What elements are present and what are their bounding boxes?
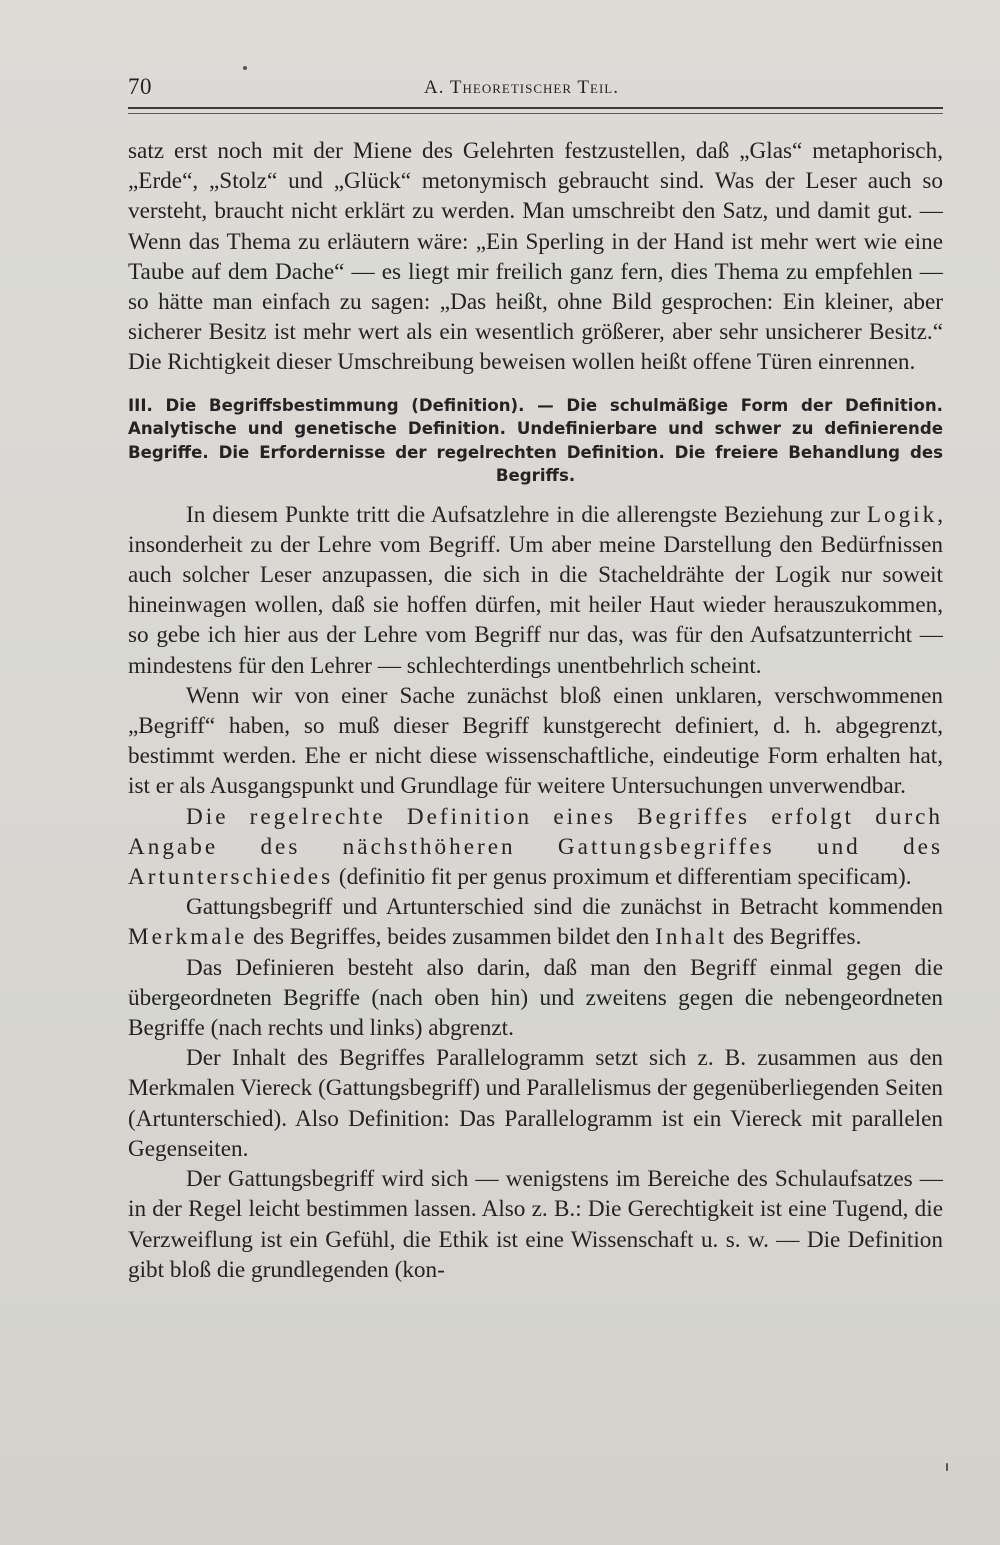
paragraph-definition-rule: [128, 802, 943, 893]
paragraph-parallelogramm: Der Inhalt des Begriffes Parallelogramm setzt sich z. B. zusammen aus den Merkmalen Viereck (Gattungsbegriff) und Parallelismus der gegenüberliegenden Seiten (Artunterschied). Also Definition: Das Parallelogramm ist ein Viereck mit parallelen Gegenseiten.: [128, 1045, 943, 1162]
print-speck: [946, 1463, 948, 1471]
emphasis-definition-rule: Die regelrechte Definition eines Begriffes erfolgt durch Angabe des nächsthöheren Gattungsbegriffes und des Artunterschiedes: [128, 803, 943, 891]
paragraph-text: Gattungsbegriff und Artunterschied sind die zunächst in Betracht kommenden: [186, 894, 943, 921]
paragraph-text: des Begriffes, beides zusammen bildet den: [247, 924, 656, 951]
paragraph-merkmale: [128, 892, 943, 952]
paragraph-text: (definitio fit per genus proximum et differentiam specificam).: [333, 864, 912, 891]
emphasis-logik: Logik: [866, 501, 938, 528]
paragraph-definieren: Das Definieren besteht also darin, daß man den Begriff einmal gegen die übergeordneten Begriffe (nach oben hin) und zweitens gegen die nebengeordneten Begriffe (nach rechts und links) abgrenzt.: [128, 954, 943, 1042]
paragraph-text: des Begriffes.: [727, 924, 862, 951]
paragraph-continuation: satz erst noch mit der Miene des Gelehrten festzustellen, daß „Glas“ metaphorisch, „Erde“, „Stolz“ und „Glück“ metonymisch gebraucht sind. Was der Leser auch so versteht, braucht nicht erklärt zu werden. Man umschreibt den Satz, und damit gut. — Wenn das Thema zu erläutern wäre: „Ein Sperling in der Hand ist mehr wert wie eine Taube auf dem Dache“ — es liegt mir freilich ganz fern, dies Thema zu empfehlen — so hätte man einfach zu sagen: „Das heißt, ohne Bild gesprochen: Ein kleiner, aber sicherer Besitz ist mehr wert als ein wesentlich größerer, aber sehr unsicherer Besitz.“ Die Richtigkeit dieser Umschreibung beweisen wollen heißt offene Türen einrennen.: [128, 138, 943, 376]
paragraph-gattungsbegriff: Der Gattungsbegriff wird sich — wenigstens im Bereiche des Schulaufsatzes — in der Regel leicht bestimmen lassen. Also z. B.: Die Gerechtigkeit ist eine Tugend, die Verzweiflung ist ein Gefühl, die Ethik ist eine Wissenschaft u. s. w. — Die Definition gibt bloß die grundlegenden (kon-: [128, 1166, 943, 1283]
page-number: 70: [128, 74, 152, 99]
emphasis-merkmale: Merkmale: [128, 924, 248, 951]
paragraph-begriff: Wenn wir von einer Sache zunächst bloß einen unklaren, verschwommenen „Begriff“ haben, so muß dieser Begriff kunstgerecht definiert, d. h. abgegrenzt, bestimmt werden. Ehe er nicht diese wissenschaftliche, eindeutige Form erhalten hat, ist er als Ausgangspunkt und Grundlage für weitere Untersuchungen unverwendbar.: [128, 682, 943, 800]
emphasis-inhalt: Inhalt: [655, 924, 728, 951]
body-text: [128, 136, 943, 1285]
header-rule-thick: [128, 107, 943, 109]
page-header: [128, 70, 943, 104]
header-rule-thin: [128, 113, 943, 114]
paragraph-text: , insonderheit zu der Lehre vom Begriff. Um aber meine Darstellung den Bedürfnissen auch solcher Leser anzupassen, die sich in die Stacheldrähte der Logik nur soweit hineinwagen wollen, daß sie hoffen dürfen, mit heiler Haut wieder herauszukommen, so gebe ich hier aus der Lehre vom Begriff nur das, was für den Aufsatzunterricht — mindestens für den Lehrer — schlechterdings unentbehrlich scheint.: [128, 501, 943, 679]
print-speck: [243, 66, 247, 70]
paragraph-text: In diesem Punkte tritt die Aufsatzlehre in die allerengste Beziehung zur: [186, 501, 867, 528]
running-head: A. Theoretischer Teil.: [424, 77, 619, 98]
paragraph-logik: [128, 500, 943, 681]
section-heading: III. Die Begriffsbestimmung (Definition). — Die schulmäßige Form der Definition. Analytische und genetische Definition. Undefinierbare und schwer zu definierende Begriffe. Die Erfordernisse der regelrechten Definition. Die freiere Behandlung des Begriffs.: [128, 395, 943, 486]
